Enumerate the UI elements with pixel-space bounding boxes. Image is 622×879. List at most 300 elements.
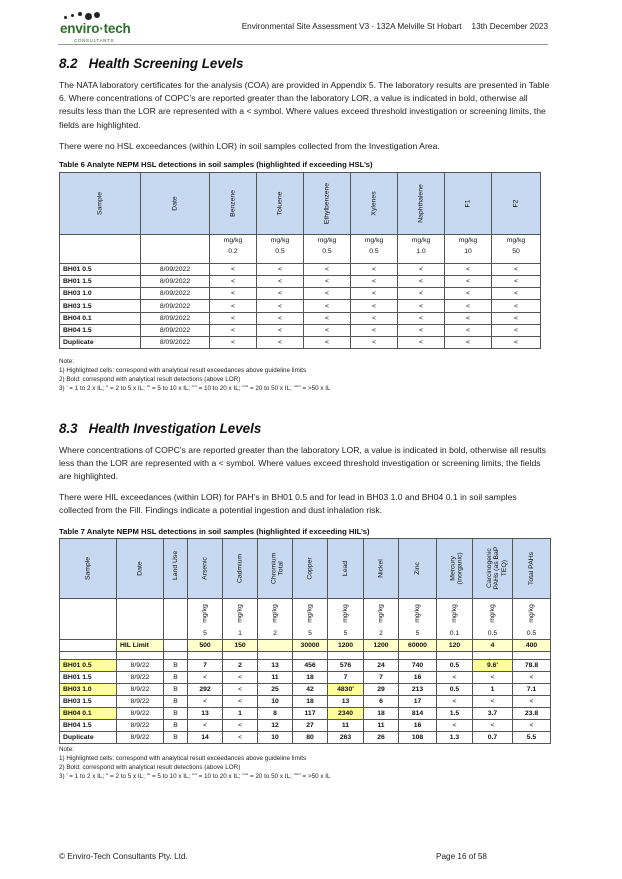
hil-limit-row [60,639,551,651]
lor-cell: 2 [364,628,399,640]
result-cell: 8/09/2022 [141,288,210,300]
note-line: 3) ' = 1 to 2 x IL; '' = 2 to 5 x IL; ''' = 5 to 10 x IL; '''' = 10 to 20 x IL; ''''' = 20 to 50 x IL; '''''' = >50 x IL [59,773,331,781]
result-cell: 8/09/2022 [141,264,210,276]
lor-cell: 5 [328,628,364,640]
result-cell: < [223,683,258,695]
hil-limit-cell: 400 [513,639,551,651]
spacer-cell [513,651,551,659]
hil-limit-cell: 4 [473,639,513,651]
sample-id-cell: Duplicate [60,336,141,348]
result-cell: 8/09/2022 [141,312,210,324]
column-header [293,539,328,599]
result-cell: 8/9/22 [117,671,164,683]
table-6-caption: Table 6 Analyte NEPM HSL detections in soil samples (highlighted if exceeding HSL’s) [59,160,373,169]
section-8-2-paragraph-1: The NATA laboratory certificates for the analysis (COA) are provided in Appendix 5. The laboratory results are presented in Table 6. Where concentrations of COPC’s are reported greater than the laboratory LOR, a value is indicated in bold, otherwise all results less than the LOR are represented with a < symbol. Where values exceed threshold investigation or screening limits, the fields are highlighted. [59,80,550,130]
column-header-label: Benzene [229,190,237,217]
result-cell: < [513,720,551,732]
result-cell: < [257,336,304,348]
result-cell: 24 [364,659,399,671]
column-header [398,173,445,235]
unit-cell [117,599,164,628]
table-row [60,720,551,732]
result-cell: 13 [188,708,223,720]
result-cell: B [164,671,188,683]
result-cell: 7 [364,671,399,683]
result-cell: 18 [364,708,399,720]
table-7 [59,538,551,744]
result-cell: < [398,324,445,336]
table-row [60,264,541,276]
result-cell: < [437,671,473,683]
result-cell: < [223,720,258,732]
company-logo [58,12,138,46]
result-cell: 6 [364,695,399,707]
unit-label: mg/kg [306,604,314,623]
result-cell: 26 [364,732,399,744]
result-cell: B [164,659,188,671]
result-cell: < [210,276,257,288]
result-cell: < [437,720,473,732]
section-8-3-paragraph-2: There were HIL exceedances (within LOR) for PAH’s in BH01 0.5 and for lead in BH03 1.0 and BH04 0.1 in soil samples collected from the Fill. Findings indicate a potential ingestion and dust inhalation risk. [59,492,517,516]
result-cell: < [210,324,257,336]
result-cell: < [351,300,398,312]
result-cell: 1.3 [437,732,473,744]
result-cell: < [492,276,541,288]
result-cell: 576 [328,659,364,671]
result-cell: < [257,288,304,300]
result-cell: < [492,324,541,336]
column-header [351,173,398,235]
unit-cell [513,599,551,628]
result-cell: 78.8 [513,659,551,671]
lor-row [60,628,551,640]
result-cell: < [473,720,513,732]
result-cell: 1 [473,683,513,695]
result-cell: < [223,671,258,683]
result-cell: < [492,300,541,312]
spacer-cell [399,651,437,659]
hil-limit-cell: 500 [188,639,223,651]
result-cell: B [164,720,188,732]
result-cell: 740 [399,659,437,671]
column-header-label: Chromium Total [270,552,285,585]
spacer-cell [258,651,293,659]
result-cell: < [445,300,492,312]
sample-id-cell: BH03 1.0 [60,288,141,300]
table-row [60,683,551,695]
column-header-label: Arsenic [201,557,209,580]
result-cell: B [164,695,188,707]
table-row [60,276,541,288]
lor-cell: 0.5 [513,628,551,640]
result-cell: < [445,276,492,288]
unit-cell [364,599,399,628]
lor-cell [164,628,188,640]
lor-cell [60,246,141,257]
column-header-label: Ethylbenzene [323,182,331,225]
logo-wordmark: enviro·tech [60,21,131,36]
table-row [60,659,551,671]
running-header [242,22,548,31]
column-header [141,173,210,235]
column-header [473,539,513,599]
result-cell: 17 [399,695,437,707]
logo-subtitle: CONSULTANTS [74,38,115,43]
unit-cell [60,599,117,628]
column-header-label: Date [171,196,179,211]
unit-label: mg/kg [528,604,535,623]
spacer-cell [437,651,473,659]
spacer-cell [117,651,164,659]
result-cell: < [445,312,492,324]
sample-id-cell: BH01 1.5 [60,671,117,683]
units-row [60,599,551,628]
result-cell: 117 [293,708,328,720]
document-title: Environmental Site Assessment V3 - 132A Melville St Hobart [241,22,462,31]
result-cell: 14 [188,732,223,744]
result-cell: < [513,695,551,707]
result-cell: < [210,264,257,276]
column-header [328,539,364,599]
result-cell: 8/09/2022 [141,324,210,336]
table-row [60,671,551,683]
document-date: 13th December 2023 [471,22,548,31]
result-cell: 0.5 [437,659,473,671]
result-cell: < [223,695,258,707]
units-row [60,235,541,247]
lor-cell: 10 [445,246,492,257]
result-cell: < [210,336,257,348]
spacer-cell [164,651,188,659]
result-cell: 12 [258,720,293,732]
result-cell: < [351,324,398,336]
result-cell: 27 [293,720,328,732]
result-cell: 7.1 [513,683,551,695]
table-header-row [60,539,551,599]
result-cell: < [445,288,492,300]
result-cell: 16 [399,671,437,683]
result-cell: 1.5 [437,708,473,720]
table-6 [59,172,541,349]
result-cell: 5.5 [513,732,551,744]
result-cell: 8/09/2022 [141,336,210,348]
sample-id-cell: Duplicate [60,732,117,744]
result-cell: 292 [188,683,223,695]
unit-cell: mg/kg [210,235,257,247]
result-cell: 13 [328,695,364,707]
note-line: 1) Highlighted cells: correspond with analytical result exceedances above guideline limits [59,755,307,763]
column-header-label: Sample [96,191,104,216]
lor-cell: 5 [188,628,223,640]
unit-label: mg/kg [377,604,385,623]
sample-id-cell: BH04 1.5 [60,324,141,336]
column-header-label: Zinc [414,562,421,575]
result-cell: 2 [223,659,258,671]
result-cell: 80 [293,732,328,744]
result-cell: < [398,288,445,300]
spacer-cell [60,651,117,659]
result-cell: < [351,288,398,300]
result-cell: 25 [258,683,293,695]
table-row [60,732,551,744]
result-cell: < [304,336,351,348]
unit-cell [473,599,513,628]
section-heading-8-3: 8.3 Health Investigation Levels [59,421,262,436]
lor-cell [141,246,210,257]
result-cell: < [351,312,398,324]
unit-cell: mg/kg [445,235,492,247]
result-cell: < [304,300,351,312]
column-header [210,173,257,235]
result-cell: < [445,264,492,276]
unit-cell [293,599,328,628]
result-cell: 2340 [328,708,364,720]
result-cell: 456 [293,659,328,671]
result-cell: 8 [258,708,293,720]
sample-id-cell: BH04 0.1 [60,708,117,720]
result-cell: < [223,732,258,744]
unit-label: mg/kg [451,604,458,623]
result-cell: 213 [399,683,437,695]
column-header-label: Mercury (inorganic) [449,552,464,585]
unit-label: mg/kg [201,604,209,623]
result-cell: < [398,312,445,324]
result-cell: < [304,276,351,288]
result-cell: < [210,300,257,312]
result-cell: < [304,288,351,300]
result-cell: 42 [293,683,328,695]
table-7-notes [59,745,331,781]
lor-cell: 0.5 [473,628,513,640]
result-cell: 8/9/22 [117,659,164,671]
lor-cell [60,628,117,640]
result-cell: < [398,300,445,312]
unit-cell [328,599,364,628]
unit-label: mg/kg [236,604,244,623]
spacer-cell [293,651,328,659]
unit-cell [60,235,141,247]
column-header-label: Date [136,561,144,576]
column-header [364,539,399,599]
table-row [60,324,541,336]
spacer-cell [364,651,399,659]
section-8-3-paragraph-1: Where concentrations of COPC’s are reported greater than the laboratory LOR, a value is indicated in bold, otherwise all results less than the LOR are represented with a < symbol. Where values exceed threshold investigation or screening limits, the fields are highlighted. [59,445,546,482]
column-header [117,539,164,599]
spacer-row [60,651,551,659]
sample-id-cell: BH04 0.1 [60,312,141,324]
result-cell: < [513,671,551,683]
result-cell: 7 [188,659,223,671]
result-cell: B [164,732,188,744]
spacer-cell [473,651,513,659]
result-cell: 23.8 [513,708,551,720]
column-header [164,539,188,599]
result-cell: < [445,336,492,348]
hil-limit-cell: 30000 [293,639,328,651]
result-cell: 11 [258,671,293,683]
lor-cell: 0.5 [304,246,351,257]
result-cell: < [492,264,541,276]
result-cell: < [492,312,541,324]
result-cell: 8/9/22 [117,720,164,732]
note-line: Note: [59,358,75,365]
column-header [445,173,492,235]
column-header [513,539,551,599]
sample-id-cell: BH04 1.5 [60,720,117,732]
result-cell: < [257,276,304,288]
result-cell: 11 [364,720,399,732]
lor-cell: 0.2 [210,246,257,257]
section-8-2-paragraph-2: There were no HSL exceedances (within LOR) in soil samples collected from the Investigation Area. [59,141,440,151]
hil-limit-cell [164,639,188,651]
result-cell: < [398,276,445,288]
hil-limit-cell: HIL Limit [117,639,164,651]
column-header-label: Copper [306,557,314,580]
unit-label: mg/kg [489,604,496,623]
table-row [60,312,541,324]
hil-limit-cell: 1200 [328,639,364,651]
unit-cell [437,599,473,628]
lor-cell: 5 [399,628,437,640]
lor-cell: 0.5 [257,246,304,257]
result-cell: < [445,324,492,336]
header-rule [58,44,548,45]
result-cell: < [351,276,398,288]
footer-copyright: © Enviro-Tech Consultants Pty. Ltd. [59,852,188,861]
sample-id-cell: BH03 1.5 [60,695,117,707]
result-cell: < [257,324,304,336]
hil-limit-cell [258,639,293,651]
table-6-notes [59,357,331,393]
unit-cell [223,599,258,628]
result-cell: < [210,312,257,324]
note-line: 2) Bold: correspond with analytical result detections (above LOR) [59,764,241,772]
footer-page-number: Page 16 of 58 [436,852,487,861]
result-cell: < [437,695,473,707]
result-cell: 10 [258,695,293,707]
column-header-label: Cadmium [236,553,244,584]
column-header-label: F1 [464,199,472,208]
result-cell: < [398,336,445,348]
column-header-label: Lead [342,560,349,577]
result-cell: < [304,264,351,276]
result-cell: 10 [258,732,293,744]
result-cell: 18 [293,671,328,683]
unit-label: mg/kg [414,604,421,623]
column-header-label: F2 [512,199,520,208]
unit-cell [141,235,210,247]
unit-cell: mg/kg [304,235,351,247]
table-row [60,336,541,348]
table-row [60,300,541,312]
result-cell: 0.7 [473,732,513,744]
result-cell: < [210,288,257,300]
column-header [399,539,437,599]
spacer-cell [188,651,223,659]
column-header [492,173,541,235]
unit-cell [164,599,188,628]
column-header [223,539,258,599]
result-cell: < [188,720,223,732]
column-header-label: Total PAHs [528,551,535,586]
table-header-row [60,173,541,235]
unit-cell [188,599,223,628]
result-cell: < [351,336,398,348]
result-cell: 1 [223,708,258,720]
result-cell: 4830' [328,683,364,695]
sample-id-cell: BH03 1.5 [60,300,141,312]
table-7-caption: Table 7 Analyte NEPM HSL detections in soil samples (highlighted if exceeding HIL’s) [59,527,370,536]
result-cell: 8/9/22 [117,695,164,707]
lor-cell: 1.0 [398,246,445,257]
table-row [60,708,551,720]
column-header-label: Naphthalene [417,184,425,223]
lor-cell: 2 [258,628,293,640]
column-header [257,173,304,235]
result-cell: 108 [399,732,437,744]
lor-cell [117,628,164,640]
result-cell: < [398,264,445,276]
lor-cell: 0.5 [351,246,398,257]
result-cell: 0.5 [437,683,473,695]
lor-cell: 5 [293,628,328,640]
unit-label: mg/kg [271,604,279,623]
result-cell: < [304,324,351,336]
sample-id-cell: BH01 1.5 [60,276,141,288]
result-cell: < [188,671,223,683]
table-row [60,695,551,707]
result-cell: < [473,695,513,707]
result-cell: < [188,695,223,707]
result-cell: < [304,312,351,324]
spacer-cell [328,651,364,659]
hil-limit-cell: 150 [223,639,258,651]
result-cell: < [492,336,541,348]
lor-cell: 1 [223,628,258,640]
unit-cell [399,599,437,628]
result-cell: 7 [328,671,364,683]
hil-limit-cell: 120 [437,639,473,651]
note-line: Note: [59,746,75,753]
result-cell: < [492,288,541,300]
result-cell: < [257,264,304,276]
result-cell: < [473,671,513,683]
result-cell: 3.7 [473,708,513,720]
column-header [60,173,141,235]
result-cell: 16 [399,720,437,732]
column-header-label: Carcinogenic PAHs (as BaP TEQ) [485,547,508,590]
spacer-cell [223,651,258,659]
unit-cell: mg/kg [257,235,304,247]
unit-cell: mg/kg [351,235,398,247]
column-header-label: Toluene [276,191,284,216]
hil-limit-cell: 60000 [399,639,437,651]
result-cell: 8/09/2022 [141,300,210,312]
column-header-label: Nickel [377,559,385,578]
result-cell: 13 [258,659,293,671]
result-cell: 29 [364,683,399,695]
sample-id-cell: BH03 1.0 [60,683,117,695]
result-cell: 263 [328,732,364,744]
lor-cell: 0.1 [437,628,473,640]
lor-row [60,246,541,257]
result-cell: < [257,300,304,312]
result-cell: 814 [399,708,437,720]
note-line: 3) ' = 1 to 2 x IL; '' = 2 to 5 x IL; ''' = 5 to 10 x IL; '''' = 10 to 20 x IL; ''''' = 20 to 50 x IL; '''''' = >50 x IL [59,385,331,393]
result-cell: 18 [293,695,328,707]
column-header [437,539,473,599]
result-cell: < [351,264,398,276]
